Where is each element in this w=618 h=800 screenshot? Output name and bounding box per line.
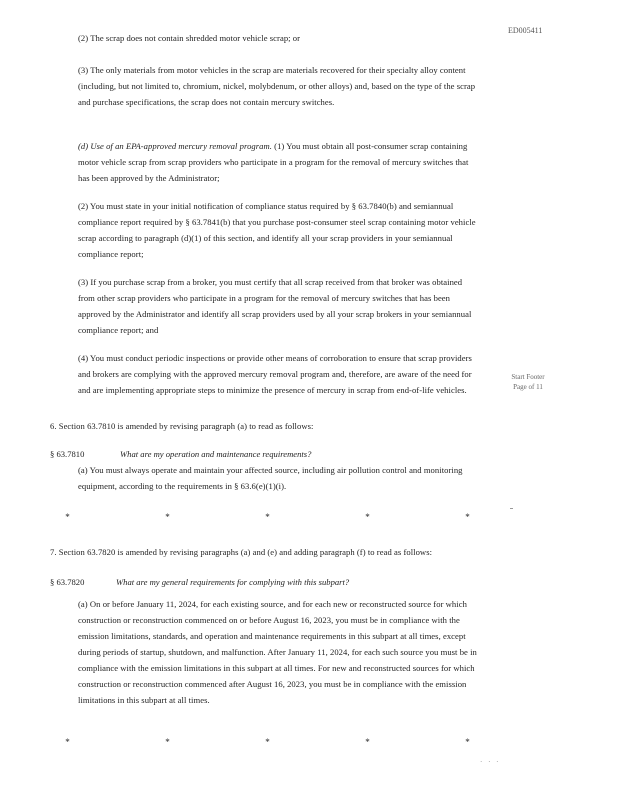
paragraph-d1 xyxy=(78,138,478,186)
star-2: * xyxy=(165,737,171,747)
paragraph-c2: (2) The scrap does not contain shredded motor vehicle scrap; or xyxy=(78,33,301,43)
star-3: * xyxy=(265,512,271,522)
amendment-7: 7. Section 63.7820 is amended by revising paragraphs (a) and (e) and adding paragraph (f) to read as follows: xyxy=(50,547,433,557)
paragraph-d4: (4) You must conduct periodic inspections or provide other means of corroboration to ensure that scrap providers and brokers are complying with the approved mercury removal program and, therefore, are aware of the need for and are implementing appropriate steps to minimize the presence of mercury in scrap from end-of-life vehicles. xyxy=(78,353,472,395)
section-7810-title: What are my operation and maintenance requirements? xyxy=(120,449,312,459)
paragraph-7810a: (a) You must always operate and maintain your affected source, including air pollution control and monitoring equipment, according to the requirements in § 63.6(e)(1)(i). xyxy=(78,465,463,491)
paragraph-d2: (2) You must state in your initial notification of compliance status required by § 63.7840(b) and semiannual compliance report required by § 63.7841(b) that you purchase post-consumer steel scrap containing motor vehicle scrap according to paragraph (d)(1) of this section, and identify all your scrap providers in your semiannual compliance report; xyxy=(78,201,476,259)
star-2: * xyxy=(165,512,171,522)
margin-tick xyxy=(510,508,513,509)
paragraph-d-heading: (d) Use of an EPA-approved mercury removal program. xyxy=(78,141,272,151)
margin-note-line2: Page of 11 xyxy=(513,383,543,391)
margin-note-line1: Start Footer xyxy=(511,373,545,381)
section-7810-number: § 63.7810 xyxy=(50,449,85,459)
star-5: * xyxy=(465,512,471,522)
document-id: ED005411 xyxy=(508,26,543,35)
star-1: * xyxy=(65,512,71,522)
paragraph-7820a: (a) On or before January 11, 2024, for each existing source, and for each new or reconstructed source for which construction or reconstruction commenced on or before August 16, 2023, you must be in compliance with the emission limitations, standards, and operation and maintenance requirements in this subpart at all times, except during periods of startup, shutdown, and malfunction. After January 11, 2024, for each such source you must be in compliance with the emission limitations in this subpart at all times. For new and reconstructed sources for which construction or reconstruction commenced after August 16, 2023, you must be in compliance with the emission limitations in this subpart at all times. xyxy=(78,599,477,705)
paragraph-c3: (3) The only materials from motor vehicles in the scrap are materials recovered for their specialty alloy content (including, but not limited to, chromium, nickel, molybdenum, or other alloys) and, based on the type of the scrap and purchase specifications, the scrap does not contain mercury switches. xyxy=(78,65,476,107)
margin-note xyxy=(492,372,564,392)
star-4: * xyxy=(365,737,371,747)
paragraph-d1-text: (1) You must obtain all post-consumer scrap containing motor vehicle scrap from scrap providers who participate in a program for the removal of mercury switches that has been approved by the Administrator; xyxy=(78,141,469,183)
paragraph-d3: (3) If you purchase scrap from a broker, you must certify that all scrap received from that broker was obtained from other scrap providers who participate in a program for the removal of mercury switches that has been approved by the Administrator and identify all scrap providers used by all your scrap brokers in your semiannual compliance report; and xyxy=(78,277,472,335)
star-4: * xyxy=(365,512,371,522)
section-7820-number: § 63.7820 xyxy=(50,577,85,587)
star-3: * xyxy=(265,737,271,747)
footer-mark: · · · xyxy=(480,758,501,766)
section-7820-title: What are my general requirements for complying with this subpart? xyxy=(116,577,350,587)
ellipsis-stars-2 xyxy=(58,737,478,751)
star-5: * xyxy=(465,737,471,747)
star-1: * xyxy=(65,737,71,747)
amendment-6: 6. Section 63.7810 is amended by revising paragraph (a) to read as follows: xyxy=(50,421,314,431)
ellipsis-stars-1 xyxy=(58,512,478,526)
